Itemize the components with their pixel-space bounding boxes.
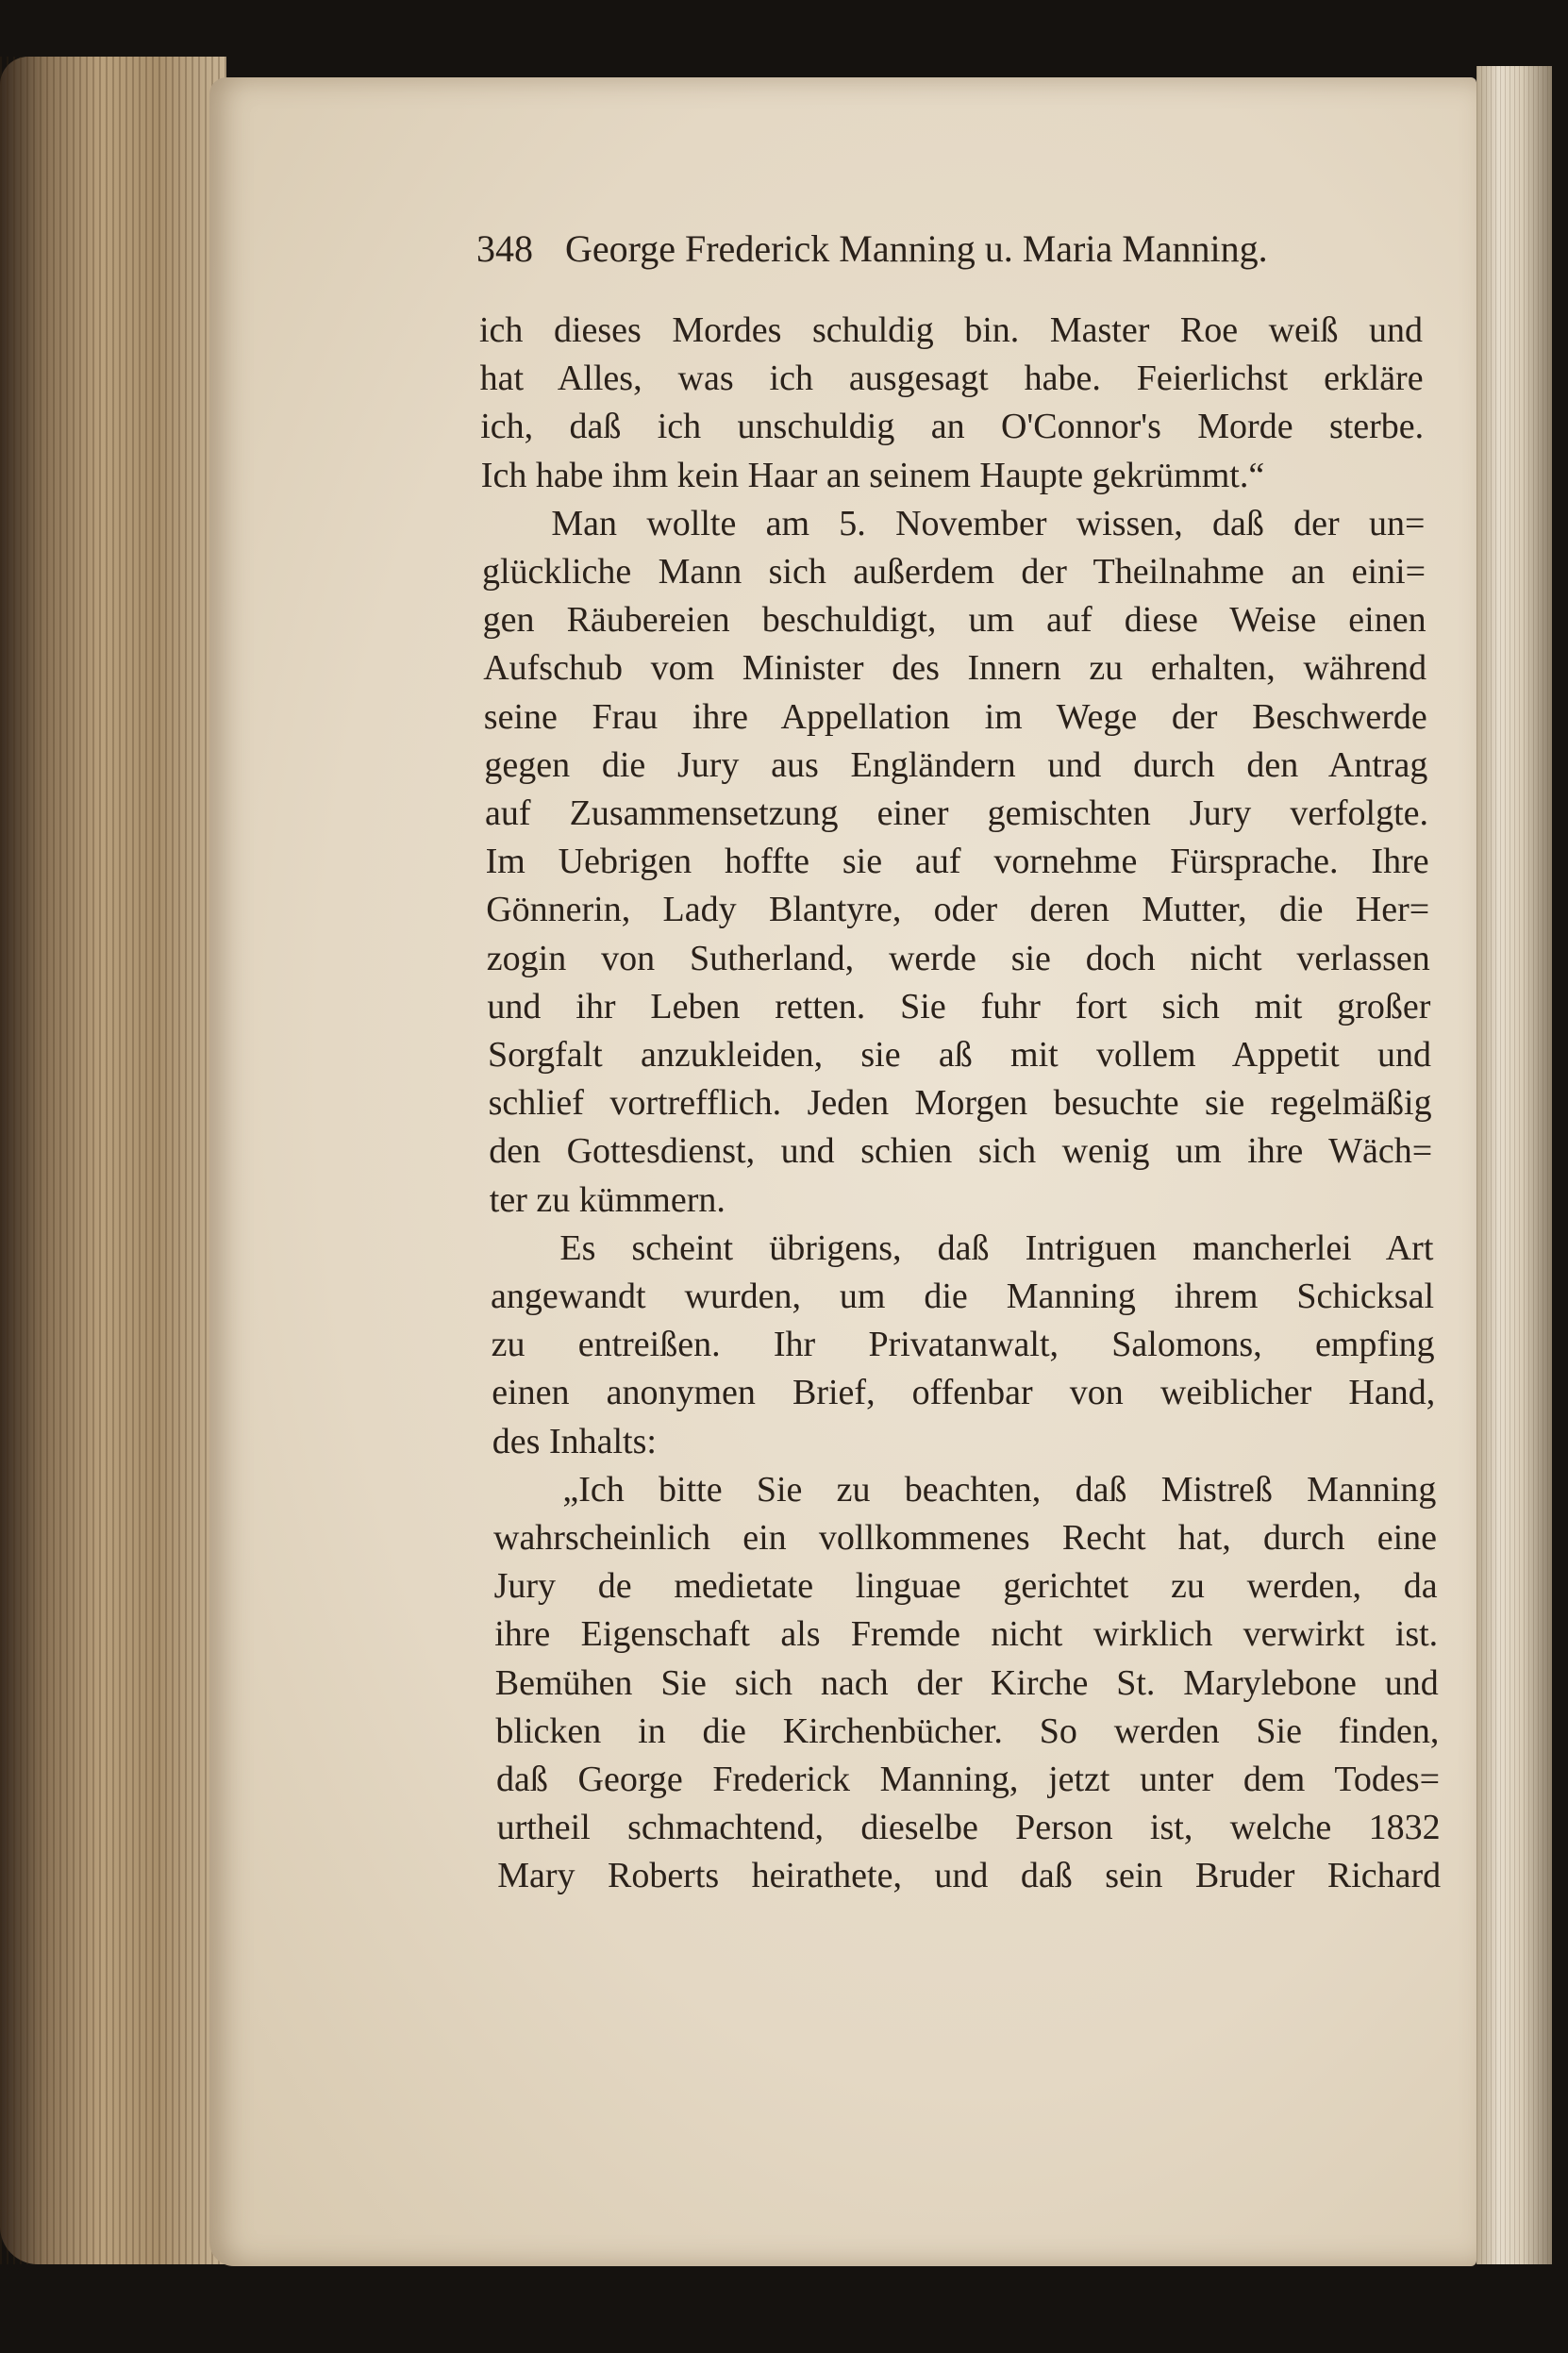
- book-page-edges-left: [0, 57, 226, 2264]
- book-page-edges-right: [1476, 66, 1552, 2264]
- text-line: hat Alles, was ich ausgesagt habe. Feierlichst erkläre: [479, 359, 1424, 399]
- text-line: Aufschub vom Minister des Innern zu erhalten, während: [483, 648, 1427, 689]
- page-number: 348: [476, 227, 533, 270]
- text-line: ich dieses Mordes schuldig bin. Master Roe weiß und: [479, 310, 1423, 350]
- text-line: urtheil schmachtend, dieselbe Person ist, welche 1832: [496, 1808, 1441, 1848]
- text-line: Es scheint übrigens, daß Intriguen mancherlei Art: [559, 1227, 1434, 1268]
- text-line: und ihr Leben retten. Sie fuhr fort sich mit großer: [487, 986, 1431, 1026]
- text-line: angewandt wurden, um die Manning ihrem Schicksal: [491, 1277, 1434, 1316]
- text-line: Ich habe ihm kein Haar an seinem Haupte gekrümmt.“: [480, 455, 1265, 495]
- text-line: gegen die Jury aus Engländern und durch den Antrag: [484, 744, 1428, 785]
- text-line: des Inhalts:: [492, 1421, 657, 1461]
- text-line: wahrscheinlich ein vollkommenes Recht hat, durch eine: [493, 1518, 1437, 1558]
- text-line: zu entreißen. Ihr Privatanwalt, Salomons, empfing: [491, 1325, 1435, 1365]
- text-line: Man wollte am 5. November wissen, daß der un=: [551, 503, 1426, 543]
- text-line: schlief vortrefflich. Jeden Morgen besuchte sie regelmäßig: [488, 1083, 1432, 1124]
- text-line: ihre Eigenschaft als Fremde nicht wirklich verwirkt ist.: [494, 1614, 1439, 1655]
- text-line: einen anonymen Brief, offenbar von weiblicher Hand,: [492, 1373, 1436, 1413]
- running-header: [476, 226, 1359, 271]
- text-line: daß George Frederick Manning, jetzt unter dem Todes=: [496, 1760, 1440, 1799]
- text-line: glückliche Mann sich außerdem der Theilnahme an eini=: [482, 552, 1426, 592]
- text-line: ich, daß ich unschuldig an O'Connor's Morde sterbe.: [480, 407, 1425, 447]
- text-line: Gönnerin, Lady Blantyre, oder deren Mutter, die Her=: [486, 890, 1430, 930]
- text-line: Mary Roberts heirathete, und daß sein Bruder Richard: [497, 1856, 1442, 1896]
- text-line: zogin von Sutherland, werde sie doch nicht verlassen: [486, 938, 1430, 978]
- text-line: Sorgfalt anzukleiden, sie aß mit vollem Appetit und: [488, 1035, 1431, 1075]
- text-line: Im Uebrigen hoffte sie auf vornehme Fürsprache. Ihre: [485, 842, 1429, 882]
- text-line: seine Frau ihre Appellation im Wege der Beschwerde: [483, 696, 1427, 737]
- text-line: ter zu kümmern.: [489, 1179, 726, 1220]
- text-line: Jury de medietate linguae gerichtet zu werden, da: [493, 1566, 1438, 1607]
- running-title: George Frederick Manning u. Maria Manning.: [565, 227, 1268, 270]
- text-line: auf Zusammensetzung einer gemischten Jury verfolgte.: [485, 793, 1428, 833]
- text-line: gen Räubereien beschuldigt, um auf diese Weise einen: [482, 600, 1426, 641]
- text-line: den Gottesdienst, und schien sich wenig um ihre Wäch=: [489, 1131, 1433, 1172]
- text-line: blicken in die Kirchenbücher. So werden Sie finden,: [495, 1711, 1440, 1751]
- text-line: „Ich bitte Sie zu beachten, daß Mistreß Manning: [562, 1469, 1437, 1510]
- text-line: Bemühen Sie sich nach der Kirche St. Marylebone und: [494, 1662, 1439, 1703]
